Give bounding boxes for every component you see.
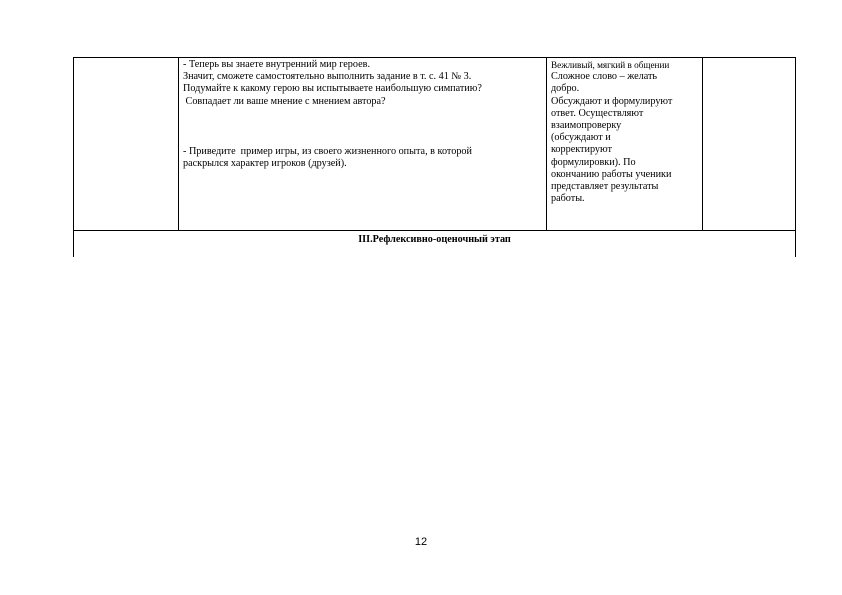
student-line: взаимопроверку xyxy=(551,120,622,132)
student-line: корректируют xyxy=(551,144,612,156)
spacer xyxy=(183,108,542,146)
teacher-line: Значит, сможете самостоятельно выполнить задание в т. с. 41 № 3. xyxy=(183,71,472,83)
teacher-line: раскрылся характер игроков (друзей). xyxy=(183,158,347,170)
uud-cell xyxy=(703,58,796,231)
stage-cell xyxy=(74,58,179,231)
student-line: Вежливый, мягкий в общении xyxy=(551,60,670,70)
lesson-table xyxy=(73,57,796,257)
student-line: Сложное слово – желать xyxy=(551,71,658,83)
student-line: формулировки). По xyxy=(551,156,636,168)
page-number: 12 xyxy=(414,536,428,548)
table-row xyxy=(74,58,796,231)
student-line: представляет результаты xyxy=(551,181,659,193)
teacher-line: - Приведите пример игры, из своего жизненного опыта, в которой xyxy=(183,145,472,157)
teacher-line: Подумайте к какому герою вы испытываете наибольшую симпатию? xyxy=(183,83,482,95)
table-row xyxy=(74,231,796,258)
student-activity-cell xyxy=(547,58,703,231)
teacher-line: - Теперь вы знаете внутренний мир героев. xyxy=(183,59,370,70)
student-line: окончанию работы ученики xyxy=(551,168,672,180)
student-line: добро. xyxy=(551,83,580,95)
student-line: (обсуждают и xyxy=(551,132,611,144)
teacher-line: Совпадает ли ваше мнение с мнением автора? xyxy=(183,95,386,107)
student-line: работы. xyxy=(551,193,585,205)
stage-heading: III.Рефлексивно-оценочный этап xyxy=(74,231,796,258)
student-line: ответ. Осуществляют xyxy=(551,107,644,119)
teacher-activity-cell xyxy=(179,58,547,231)
student-line: Обсуждают и формулируют xyxy=(551,95,673,107)
